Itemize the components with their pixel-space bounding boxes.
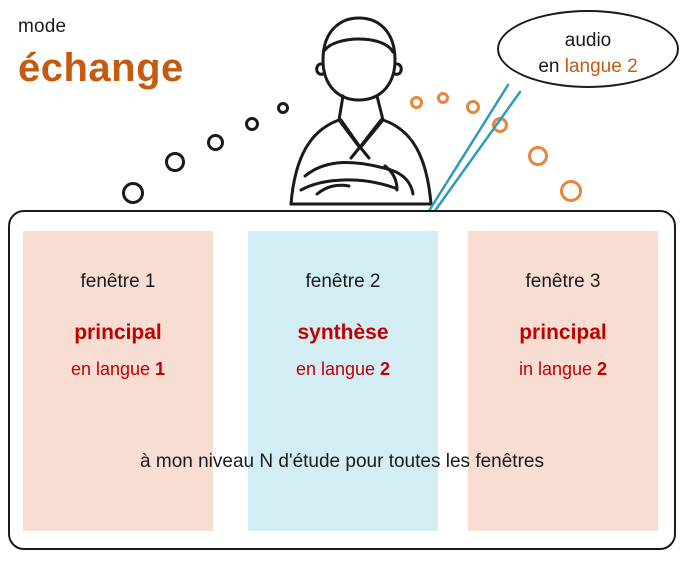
window-2-language-prefix: en langue bbox=[295, 359, 381, 379]
window-3-role: principal bbox=[519, 321, 607, 344]
bubble-line-audio: audio bbox=[564, 30, 612, 51]
window-1-language-prefix: en langue bbox=[70, 359, 156, 379]
window-1-title: fenêtre 1 bbox=[80, 271, 156, 292]
window-3-language-number: 2 bbox=[597, 359, 608, 379]
window-3-language bbox=[468, 359, 658, 380]
footer-note: à mon niveau N d'étude pour toutes les fenêtres bbox=[140, 451, 544, 472]
window-1-language-number: 1 bbox=[155, 359, 166, 379]
thought-dot-icon bbox=[245, 117, 259, 131]
bubble-line-language bbox=[499, 56, 677, 78]
window-column-3 bbox=[468, 231, 658, 531]
mode-label: mode bbox=[18, 16, 67, 37]
window-2-title: fenêtre 2 bbox=[305, 271, 381, 292]
window-2-role: synthèse bbox=[297, 321, 389, 344]
thought-dot-icon bbox=[165, 152, 185, 172]
window-1-role: principal bbox=[74, 321, 162, 344]
thought-dot-icon bbox=[207, 134, 224, 151]
window-2-language-number: 2 bbox=[380, 359, 391, 379]
page-title: échange bbox=[18, 46, 184, 90]
window-3-language-prefix: in langue bbox=[518, 359, 598, 379]
bubble-line2-accent: langue 2 bbox=[564, 56, 638, 77]
window-2-language bbox=[248, 359, 438, 380]
window-1-language bbox=[23, 359, 213, 380]
window-column-2 bbox=[248, 231, 438, 531]
bubble-line2-prefix: en bbox=[538, 56, 565, 77]
windows-container bbox=[8, 210, 676, 550]
window-column-1 bbox=[23, 231, 213, 531]
thought-dot-icon bbox=[122, 182, 144, 204]
window-3-title: fenêtre 3 bbox=[525, 271, 601, 292]
speech-bubble bbox=[497, 10, 679, 88]
